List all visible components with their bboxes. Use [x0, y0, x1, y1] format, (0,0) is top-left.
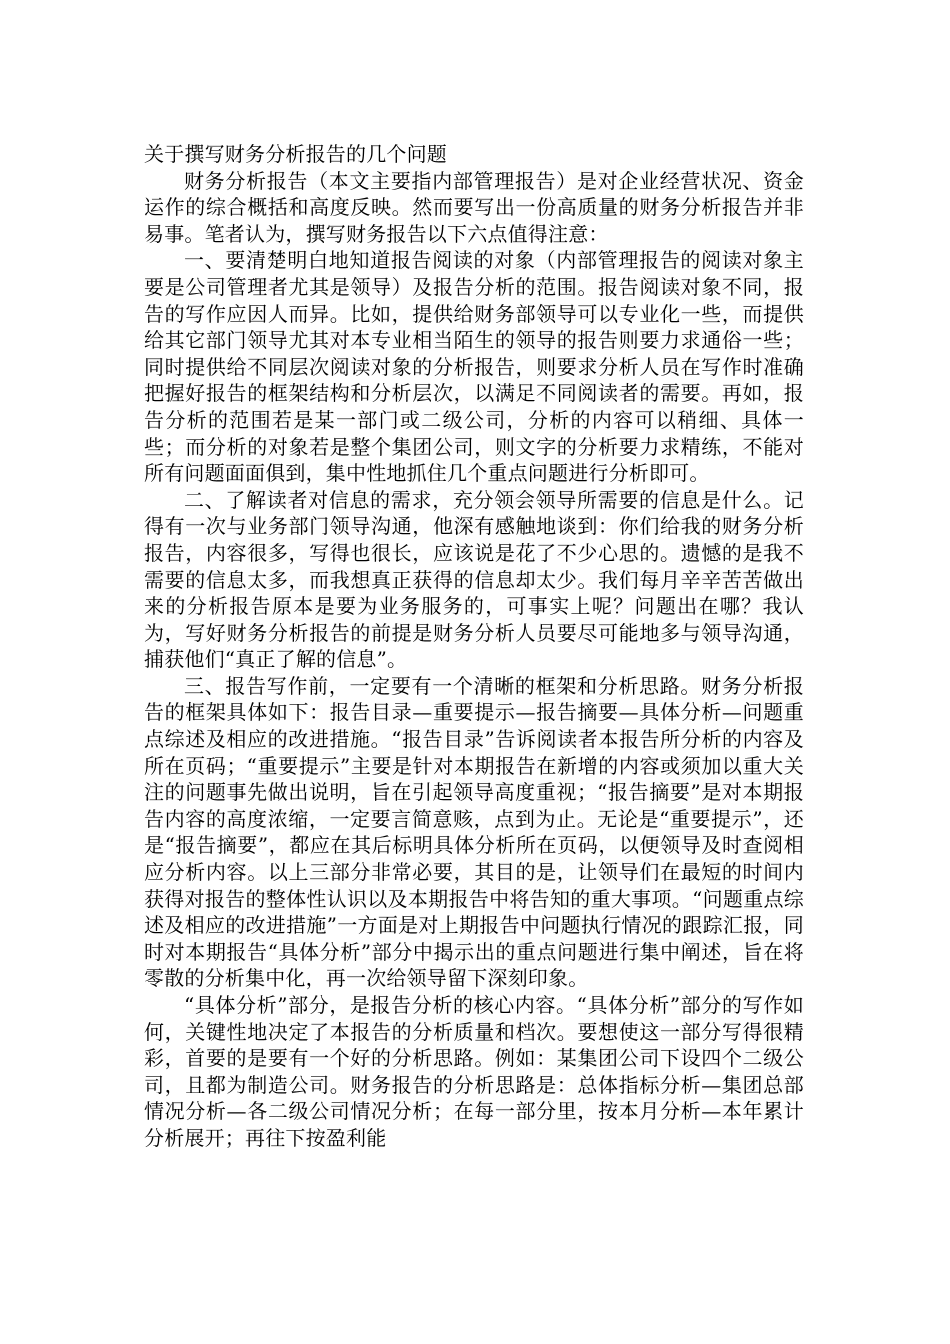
paragraph-point-one: 一、要清楚明白地知道报告阅读的对象（内部管理报告的阅读对象主要是公司管理者尤其是领导）及报告分析的范围。报告阅读对象不同，报告的写作应因人而异。比如，提供给财务部领导可以专业化一些，而提供给其它部门领导尤其对本专业相当陌生的领导的报告则要力求通俗一些；同时提供给不同层次阅读对象的分析报告，则要求分析人员在写作时准确把握好报告的框架结构和分析层次，以满足不同阅读者的需要。再如，报告分析的范围若是某一部门或二级公司，分析的内容可以稍细、具体一些；而分析的对象若是整个集团公司，则文字的分析要力求精练，不能对所有问题面面俱到，集中性地抓住几个重点问题进行分析即可。 — [144, 248, 804, 486]
document-title: 关于撰写财务分析报告的几个问题 — [144, 142, 447, 166]
paragraph-point-three: 三、报告写作前，一定要有一个清晰的框架和分析思路。财务分析报告的框架具体如下：报告目录—重要提示—报告摘要—具体分析—问题重点综述及相应的改进措施。“报告目录”告诉阅读者本报告所分析的内容及所在页码；“重要提示”主要是针对本期报告在新增的内容或须加以重大关注的问题事先做出说明，旨在引起领导高度重视；“报告摘要”是对本期报告内容的高度浓缩，一定要言简意赅，点到为止。无论是“重要提示”，还是“报告摘要”，都应在其后标明具体分析所在页码，以便领导及时查阅相应分析内容。以上三部分非常必要，其目的是，让领导们在最短的时间内获得对报告的整体性认识以及本期报告中将告知的重大事项。“问题重点综述及相应的改进措施”一方面是对上期报告中问题执行情况的跟踪汇报，同时对本期报告“具体分析”部分中揭示出的重点问题进行集中阐述，旨在将零散的分析集中化，再一次给领导留下深刻印象。 — [144, 673, 804, 991]
paragraph-specific-analysis: “具体分析”部分，是报告分析的核心内容。“具体分析”部分的写作如何，关键性地决定了本报告的分析质量和档次。要想使这一部分写得很精彩，首要的是要有一个好的分析思路。例如：某集团公司下设四个二级公司，且都为制造公司。财务报告的分析思路是：总体指标分析—集团总部情况分析—各二级公司情况分析；在每一部分里，按本月分析—本年累计分析展开；再往下按盈利能 — [144, 993, 804, 1150]
paragraph-intro: 财务分析报告（本文主要指内部管理报告）是对企业经营状况、资金运作的综合概括和高度反映。然而要写出一份高质量的财务分析报告并非易事。笔者认为，撰写财务报告以下六点值得注意： — [144, 168, 804, 246]
paragraph-point-two: 二、了解读者对信息的需求，充分领会领导所需要的信息是什么。记得有一次与业务部门领导沟通，他深有感触地谈到：你们给我的财务分析报告，内容很多，写得也很长，应该说是花了不少心思的。遗憾的是我不需要的信息太多，而我想真正获得的信息却太少。我们每月辛辛苦苦做出来的分析报告原本是要为业务服务的，可事实上呢？问题出在哪？我认为，写好财务分析报告的前提是财务分析人员要尽可能地多与领导沟通，捕获他们“真正了解的信息”。 — [144, 487, 804, 672]
document-page — [144, 141, 804, 1152]
